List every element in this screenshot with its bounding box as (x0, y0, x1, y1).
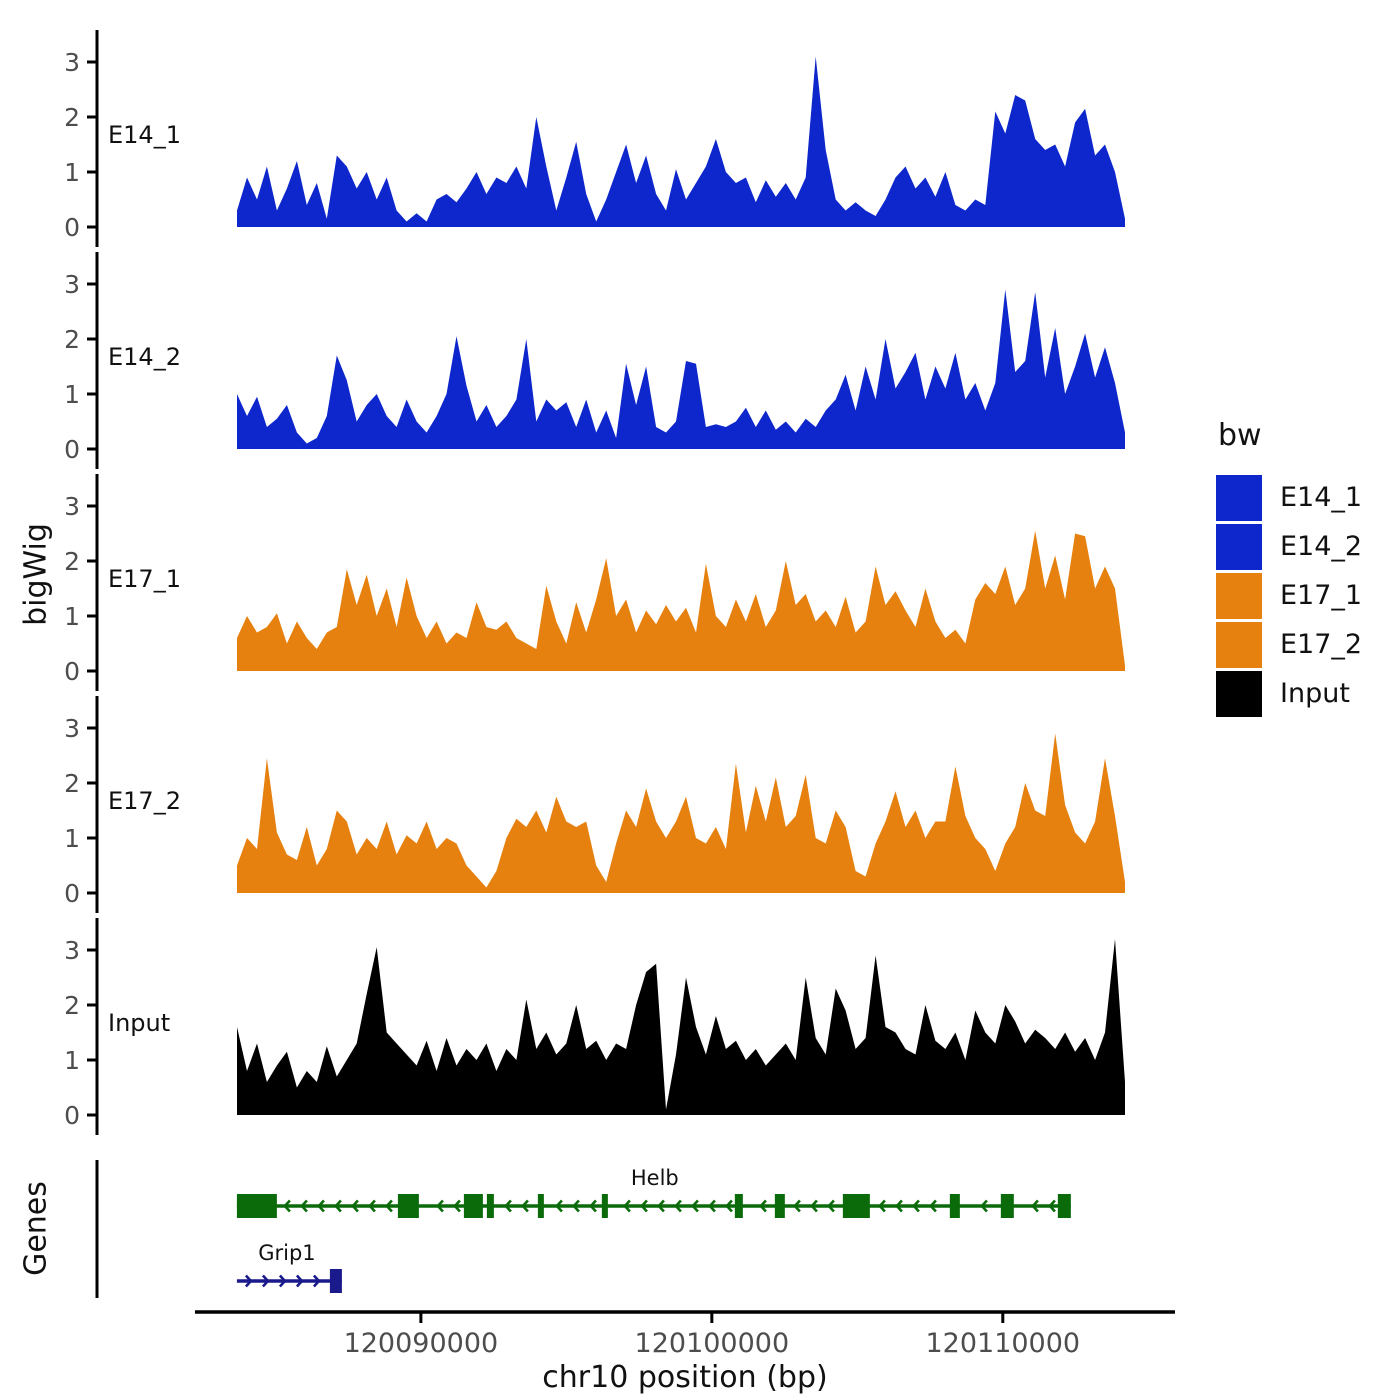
legend-swatch-E17_2 (1216, 622, 1262, 668)
track-label-E17_1: E17_1 (108, 565, 181, 593)
y-tick-label-E17_1-0: 0 (64, 657, 80, 686)
y-tick-label-E14_2-0: 0 (64, 435, 80, 464)
gene-exon-Helb-0 (237, 1194, 277, 1218)
y-tick-label-E14_1-0: 0 (64, 213, 80, 242)
y-tick-label-E17_1-1: 1 (64, 602, 80, 631)
gene-exon-Helb-7 (775, 1194, 785, 1218)
y-tick-label-E17_1-3: 3 (64, 492, 80, 521)
y-tick-label-E14_2-1: 1 (64, 380, 80, 409)
signal-area-E14_2 (237, 290, 1125, 450)
legend-entry-E17_1 (1216, 573, 1362, 619)
legend-swatch-E14_2 (1216, 524, 1262, 570)
legend-label-E17_1: E17_1 (1280, 580, 1363, 611)
legend-entry-E14_2 (1216, 524, 1362, 570)
gene-exon-Helb-6 (735, 1194, 743, 1218)
y-axis-title: bigWig (18, 523, 54, 626)
gene-exon-Helb-8 (843, 1194, 870, 1218)
y-tick-label-E17_2-2: 2 (64, 769, 80, 798)
legend-label-E17_2: E17_2 (1280, 629, 1363, 660)
gene-exon-Helb-4 (538, 1194, 544, 1218)
gene-label-Grip1: Grip1 (258, 1241, 316, 1265)
x-tick-label-120110000: 120110000 (925, 1328, 1081, 1359)
legend (1216, 418, 1362, 720)
legend-label-E14_1: E14_1 (1280, 482, 1363, 513)
gene-exon-Grip1-0 (330, 1269, 342, 1293)
gene-exon-Helb-11 (1058, 1194, 1071, 1218)
signal-area-E14_1 (237, 57, 1125, 228)
y-tick-label-E14_2-2: 2 (64, 325, 80, 354)
y-tick-label-E14_2-3: 3 (64, 270, 80, 299)
track-label-E14_2: E14_2 (108, 343, 181, 371)
gene-label-Helb: Helb (630, 1166, 679, 1190)
y-tick-label-E17_2-3: 3 (64, 714, 80, 743)
legend-entry-E14_1 (1216, 475, 1362, 521)
signal-area-E17_2 (237, 734, 1125, 894)
gene-exon-Helb-9 (950, 1194, 960, 1218)
y-tick-label-E14_1-2: 2 (64, 103, 80, 132)
y-tick-label-E17_2-0: 0 (64, 879, 80, 908)
y-tick-label-Input-1: 1 (64, 1046, 80, 1075)
gene-exon-Helb-5 (602, 1194, 608, 1218)
y-tick-label-E17_1-2: 2 (64, 547, 80, 576)
signal-area-Input (237, 939, 1125, 1115)
legend-swatch-Input (1216, 671, 1262, 717)
track-label-E14_1: E14_1 (108, 121, 181, 149)
legend-title: bw (1218, 418, 1262, 453)
x-tick-label-120090000: 120090000 (343, 1328, 499, 1359)
y-tick-label-Input-0: 0 (64, 1101, 80, 1130)
track-label-E17_2: E17_2 (108, 787, 181, 815)
gene-exon-Helb-2 (464, 1194, 483, 1218)
track-label-Input: Input (108, 1009, 171, 1037)
legend-label-Input: Input (1280, 678, 1350, 709)
genes-axis-title: Genes (18, 1181, 54, 1276)
legend-swatch-E17_1 (1216, 573, 1262, 619)
gene-exon-Helb-10 (1001, 1194, 1014, 1218)
legend-rows (1216, 475, 1362, 720)
y-tick-label-Input-3: 3 (64, 936, 80, 965)
x-tick-label-120100000: 120100000 (634, 1328, 790, 1359)
y-tick-label-Input-2: 2 (64, 991, 80, 1020)
legend-entry-E17_2 (1216, 622, 1362, 668)
gene-exon-Helb-3 (487, 1194, 494, 1218)
y-tick-label-E17_2-1: 1 (64, 824, 80, 853)
y-tick-label-E14_1-1: 1 (64, 158, 80, 187)
x-axis-title: chr10 position (bp) (542, 1360, 828, 1395)
legend-entry-Input (1216, 671, 1362, 717)
y-tick-label-E14_1-3: 3 (64, 48, 80, 77)
signal-area-E17_1 (237, 531, 1125, 671)
legend-label-E14_2: E14_2 (1280, 531, 1363, 562)
gene-exon-Helb-1 (398, 1194, 419, 1218)
legend-swatch-E14_1 (1216, 475, 1262, 521)
